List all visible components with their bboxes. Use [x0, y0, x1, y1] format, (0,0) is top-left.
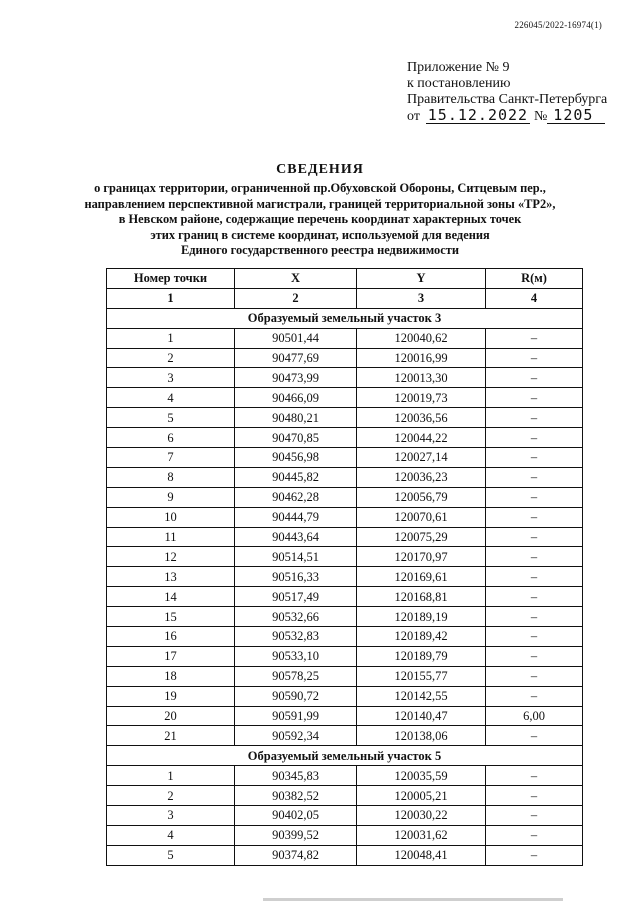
radius-cell: –: [486, 607, 583, 627]
table-row: [107, 368, 583, 388]
radius-cell: –: [486, 845, 583, 865]
radius-cell: –: [486, 666, 583, 686]
y-coordinate-cell: 120155,77: [357, 666, 486, 686]
column-number: 1: [107, 288, 235, 308]
table-row: [107, 487, 583, 507]
column-number: 2: [235, 288, 357, 308]
point-number-cell: 12: [107, 547, 235, 567]
table-row: [107, 686, 583, 706]
x-coordinate-cell: 90592,34: [235, 726, 357, 746]
point-number-cell: 14: [107, 587, 235, 607]
radius-cell: –: [486, 587, 583, 607]
y-coordinate-cell: 120170,97: [357, 547, 486, 567]
table-row: [107, 428, 583, 448]
x-coordinate-cell: 90473,99: [235, 368, 357, 388]
point-number-cell: 3: [107, 806, 235, 826]
point-number-cell: 1: [107, 328, 235, 348]
point-number-cell: 13: [107, 567, 235, 587]
x-coordinate-cell: 90480,21: [235, 408, 357, 428]
table-row: [107, 467, 583, 487]
column-number: 4: [486, 288, 583, 308]
radius-cell: –: [486, 428, 583, 448]
radius-cell: –: [486, 547, 583, 567]
y-coordinate-cell: 120005,21: [357, 786, 486, 806]
subtitle-line: направлением перспективной магистрали, границей территориальной зоны «ТР2»,: [84, 196, 556, 211]
table-row: [107, 825, 583, 845]
y-coordinate-cell: 120070,61: [357, 507, 486, 527]
radius-cell: –: [486, 388, 583, 408]
x-coordinate-cell: 90517,49: [235, 587, 357, 607]
x-coordinate-cell: 90456,98: [235, 448, 357, 468]
resolution-number: 1205: [547, 108, 605, 124]
section-title: Образуемый земельный участок 3: [107, 308, 583, 328]
table-row: [107, 845, 583, 865]
radius-cell: –: [486, 646, 583, 666]
y-coordinate-cell: 120189,79: [357, 646, 486, 666]
point-number-cell: 11: [107, 527, 235, 547]
scan-edge-mark: [263, 898, 563, 901]
table-row: [107, 706, 583, 726]
table-row: [107, 786, 583, 806]
x-coordinate-cell: 90345,83: [235, 766, 357, 786]
y-coordinate-cell: 120013,30: [357, 368, 486, 388]
point-number-cell: 9: [107, 487, 235, 507]
table-row: [107, 627, 583, 647]
y-coordinate-cell: 120030,22: [357, 806, 486, 826]
table-row: [107, 507, 583, 527]
radius-cell: –: [486, 766, 583, 786]
table-row: [107, 666, 583, 686]
section-row: [107, 746, 583, 766]
y-coordinate-cell: 120044,22: [357, 428, 486, 448]
table-row: [107, 448, 583, 468]
table-row: [107, 806, 583, 826]
header-y: Y: [357, 269, 486, 289]
x-coordinate-cell: 90501,44: [235, 328, 357, 348]
point-number-cell: 2: [107, 348, 235, 368]
y-coordinate-cell: 120019,73: [357, 388, 486, 408]
point-number-cell: 5: [107, 408, 235, 428]
point-number-cell: 3: [107, 368, 235, 388]
radius-cell: –: [486, 527, 583, 547]
subtitle-line: Единого государственного реестра недвижимости: [181, 243, 459, 257]
y-coordinate-cell: 120075,29: [357, 527, 486, 547]
point-number-cell: 15: [107, 607, 235, 627]
radius-cell: –: [486, 467, 583, 487]
column-number: 3: [357, 288, 486, 308]
radius-cell: –: [486, 348, 583, 368]
table-row: [107, 567, 583, 587]
x-coordinate-cell: 90590,72: [235, 686, 357, 706]
point-number-cell: 21: [107, 726, 235, 746]
y-coordinate-cell: 120048,41: [357, 845, 486, 865]
radius-cell: –: [486, 368, 583, 388]
appendix-date-line: [407, 108, 607, 125]
number-label: №: [533, 109, 548, 124]
x-coordinate-cell: 90477,69: [235, 348, 357, 368]
x-coordinate-cell: 90532,66: [235, 607, 357, 627]
x-coordinate-cell: 90445,82: [235, 467, 357, 487]
point-number-cell: 2: [107, 786, 235, 806]
table-row: [107, 607, 583, 627]
subtitle-line: этих границ в системе координат, используемой для ведения: [150, 227, 490, 242]
appendix-government: Правительства Санкт-Петербурга: [407, 92, 608, 107]
point-number-cell: 10: [107, 507, 235, 527]
subtitle-line: о границах территории, ограниченной пр.Обуховской Обороны, Ситцевым пер.,: [94, 181, 546, 195]
x-coordinate-cell: 90374,82: [235, 845, 357, 865]
y-coordinate-cell: 120142,55: [357, 686, 486, 706]
point-number-cell: 8: [107, 467, 235, 487]
table-row: [107, 328, 583, 348]
section-title: Образуемый земельный участок 5: [107, 746, 583, 766]
x-coordinate-cell: 90466,09: [235, 388, 357, 408]
y-coordinate-cell: 120016,99: [357, 348, 486, 368]
y-coordinate-cell: 120168,81: [357, 587, 486, 607]
table-row: [107, 348, 583, 368]
x-coordinate-cell: 90516,33: [235, 567, 357, 587]
y-coordinate-cell: 120169,61: [357, 567, 486, 587]
appendix-resolution: к постановлению: [407, 76, 511, 91]
point-number-cell: 4: [107, 388, 235, 408]
y-coordinate-cell: 120035,59: [357, 766, 486, 786]
page-subtitle: [60, 181, 580, 259]
appendix-block: [407, 60, 607, 125]
x-coordinate-cell: 90578,25: [235, 666, 357, 686]
header-point-number: Номер точки: [107, 269, 235, 289]
from-label: от: [407, 109, 420, 124]
radius-cell: –: [486, 487, 583, 507]
y-coordinate-cell: 120027,14: [357, 448, 486, 468]
y-coordinate-cell: 120036,56: [357, 408, 486, 428]
point-number-cell: 1: [107, 766, 235, 786]
point-number-cell: 4: [107, 825, 235, 845]
y-coordinate-cell: 120056,79: [357, 487, 486, 507]
table-row: [107, 388, 583, 408]
y-coordinate-cell: 120189,42: [357, 627, 486, 647]
table-row: [107, 766, 583, 786]
x-coordinate-cell: 90532,83: [235, 627, 357, 647]
point-number-cell: 19: [107, 686, 235, 706]
radius-cell: –: [486, 507, 583, 527]
page-title: СВЕДЕНИЯ: [276, 162, 364, 177]
radius-cell: –: [486, 567, 583, 587]
x-coordinate-cell: 90514,51: [235, 547, 357, 567]
table-row: [107, 408, 583, 428]
appendix-title: Приложение № 9: [407, 60, 510, 75]
point-number-cell: 6: [107, 428, 235, 448]
header-radius: R(м): [486, 269, 583, 289]
x-coordinate-cell: 90444,79: [235, 507, 357, 527]
table-header-row: [107, 269, 583, 289]
table-row: [107, 547, 583, 567]
x-coordinate-cell: 90382,52: [235, 786, 357, 806]
radius-cell: –: [486, 786, 583, 806]
table-row: [107, 726, 583, 746]
resolution-date: 15.12.2022: [427, 106, 529, 124]
x-coordinate-cell: 90443,64: [235, 527, 357, 547]
radius-cell: 6,00: [486, 706, 583, 726]
x-coordinate-cell: 90399,52: [235, 825, 357, 845]
point-number-cell: 5: [107, 845, 235, 865]
point-number-cell: 16: [107, 627, 235, 647]
radius-cell: –: [486, 806, 583, 826]
y-coordinate-cell: 120036,23: [357, 467, 486, 487]
y-coordinate-cell: 120189,19: [357, 607, 486, 627]
point-number-cell: 18: [107, 666, 235, 686]
radius-cell: –: [486, 448, 583, 468]
table-row: [107, 646, 583, 666]
header-x: X: [235, 269, 357, 289]
radius-cell: –: [486, 726, 583, 746]
table-row: [107, 527, 583, 547]
radius-cell: –: [486, 686, 583, 706]
subtitle-line: в Невском районе, содержащие перечень координат характерных точек: [118, 212, 522, 226]
radius-cell: –: [486, 408, 583, 428]
point-number-cell: 7: [107, 448, 235, 468]
y-coordinate-cell: 120040,62: [357, 328, 486, 348]
x-coordinate-cell: 90462,28: [235, 487, 357, 507]
x-coordinate-cell: 90533,10: [235, 646, 357, 666]
coordinates-table: [106, 268, 583, 866]
document-id: 226045/2022-16974(1): [514, 20, 602, 30]
column-numbers-row: [107, 288, 583, 308]
point-number-cell: 20: [107, 706, 235, 726]
y-coordinate-cell: 120140,47: [357, 706, 486, 726]
y-coordinate-cell: 120138,06: [357, 726, 486, 746]
x-coordinate-cell: 90470,85: [235, 428, 357, 448]
radius-cell: –: [486, 627, 583, 647]
table-row: [107, 587, 583, 607]
x-coordinate-cell: 90591,99: [235, 706, 357, 726]
x-coordinate-cell: 90402,05: [235, 806, 357, 826]
section-row: [107, 308, 583, 328]
radius-cell: –: [486, 825, 583, 845]
y-coordinate-cell: 120031,62: [357, 825, 486, 845]
radius-cell: –: [486, 328, 583, 348]
point-number-cell: 17: [107, 646, 235, 666]
table-body: [107, 288, 583, 865]
